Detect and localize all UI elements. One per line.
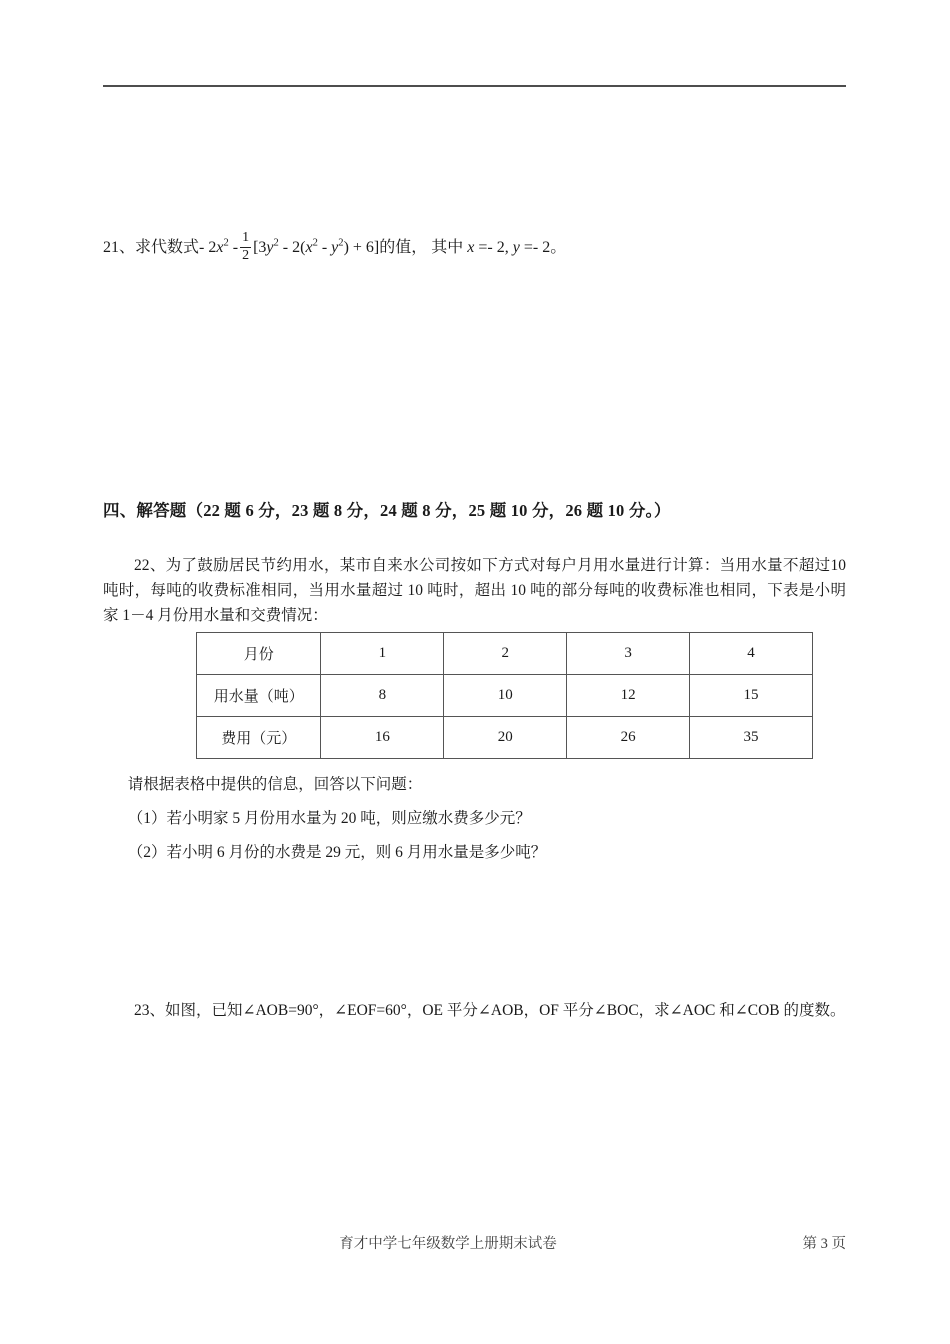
cell-fee-1: 16 bbox=[321, 717, 444, 759]
q21-period: 。 bbox=[550, 238, 567, 256]
cell-usage-1: 8 bbox=[321, 675, 444, 717]
section-heading-four: 四、解答题（22 题 6 分，23 题 8 分，24 题 8 分，25 题 10 分，26 题 10 分。） bbox=[103, 501, 671, 520]
row-label-usage: 用水量（吨） bbox=[197, 675, 321, 717]
q21-frac-denominator: 2 bbox=[242, 247, 250, 263]
q21-tail: 的值， bbox=[379, 238, 428, 256]
q21-var-x2: x bbox=[305, 238, 313, 256]
q21-frac-numerator: 1 bbox=[240, 231, 251, 248]
cell-month-2: 2 bbox=[444, 633, 567, 675]
q21-minus-1: - bbox=[232, 238, 239, 256]
footer-exam-title: 育才中学七年级数学上册期末试卷 bbox=[339, 1236, 557, 1252]
q21-bracket-open: [3 bbox=[253, 238, 267, 256]
q21-sup-y2: 2 bbox=[338, 237, 344, 249]
q21-given-label: 其中 bbox=[431, 238, 464, 256]
question-22-body: 22、为了鼓励居民节约用水，某市自来水公司按如下方式对每户月用水量进行计算：当用水量不超过10 吨时，每吨的收费标准相同，当用水量超过 10 吨时，超出 10 吨的部分每吨的收费标准也相同，下表是小明家 1－4 月份用水量和交费情况： bbox=[103, 557, 846, 624]
cell-usage-2: 10 bbox=[444, 675, 567, 717]
cell-usage-3: 12 bbox=[567, 675, 690, 717]
question-22-prompt: 请根据表格中提供的信息，回答以下问题： bbox=[127, 776, 423, 793]
q21-given-var-y: y bbox=[512, 238, 520, 256]
q21-minus-2: - 2( bbox=[282, 238, 306, 256]
q21-given-var-x: x bbox=[467, 238, 475, 256]
q21-sup-y1: 2 bbox=[273, 237, 279, 249]
q21-var-x1: x bbox=[216, 238, 224, 256]
q21-fraction-one-half bbox=[240, 231, 251, 263]
q21-sup-x1: 2 bbox=[223, 237, 229, 249]
q21-stem: 求代数式 bbox=[135, 238, 200, 256]
row-label-month: 月份 bbox=[197, 633, 321, 675]
q21-given-val-x: =- 2, bbox=[478, 238, 509, 256]
cell-fee-2: 20 bbox=[444, 717, 567, 759]
water-usage-table bbox=[196, 632, 813, 759]
question-21 bbox=[103, 232, 846, 264]
cell-fee-4: 35 bbox=[690, 717, 813, 759]
footer-page-number: 第 3 页 bbox=[802, 1236, 846, 1252]
q21-given-val-y: =- 2 bbox=[523, 238, 551, 256]
question-22-sub-2: （2）若小明 6 月份的水费是 29 元，则 6 月用水量是多少吨？ bbox=[127, 844, 547, 861]
q21-number: 21、 bbox=[103, 238, 136, 256]
cell-month-1: 1 bbox=[321, 633, 444, 675]
page-footer bbox=[103, 1232, 846, 1256]
row-label-fee: 费用（元） bbox=[197, 717, 321, 759]
q21-close-paren: ) + 6] bbox=[343, 238, 380, 256]
table-row bbox=[197, 633, 813, 675]
question-23-body: 23、如图，已知∠AOB=90°，∠EOF=60°，OE 平分∠AOB，OF 平分∠BOC，求∠AOC 和∠COB 的度数。 bbox=[134, 1002, 846, 1019]
q21-var-y2: y bbox=[331, 238, 339, 256]
q21-var-y1: y bbox=[266, 238, 274, 256]
cell-fee-3: 26 bbox=[567, 717, 690, 759]
table-row bbox=[197, 675, 813, 717]
cell-month-4: 4 bbox=[690, 633, 813, 675]
header-divider bbox=[103, 85, 846, 87]
q21-sup-x2: 2 bbox=[312, 237, 318, 249]
cell-month-3: 3 bbox=[567, 633, 690, 675]
q21-expr-lead: - 2 bbox=[199, 238, 217, 256]
question-22-sub-1: （1）若小明家 5 月份用水量为 20 吨，则应缴水费多少元？ bbox=[127, 810, 531, 827]
q21-minus-3: - bbox=[321, 238, 328, 256]
cell-usage-4: 15 bbox=[690, 675, 813, 717]
table-row bbox=[197, 717, 813, 759]
